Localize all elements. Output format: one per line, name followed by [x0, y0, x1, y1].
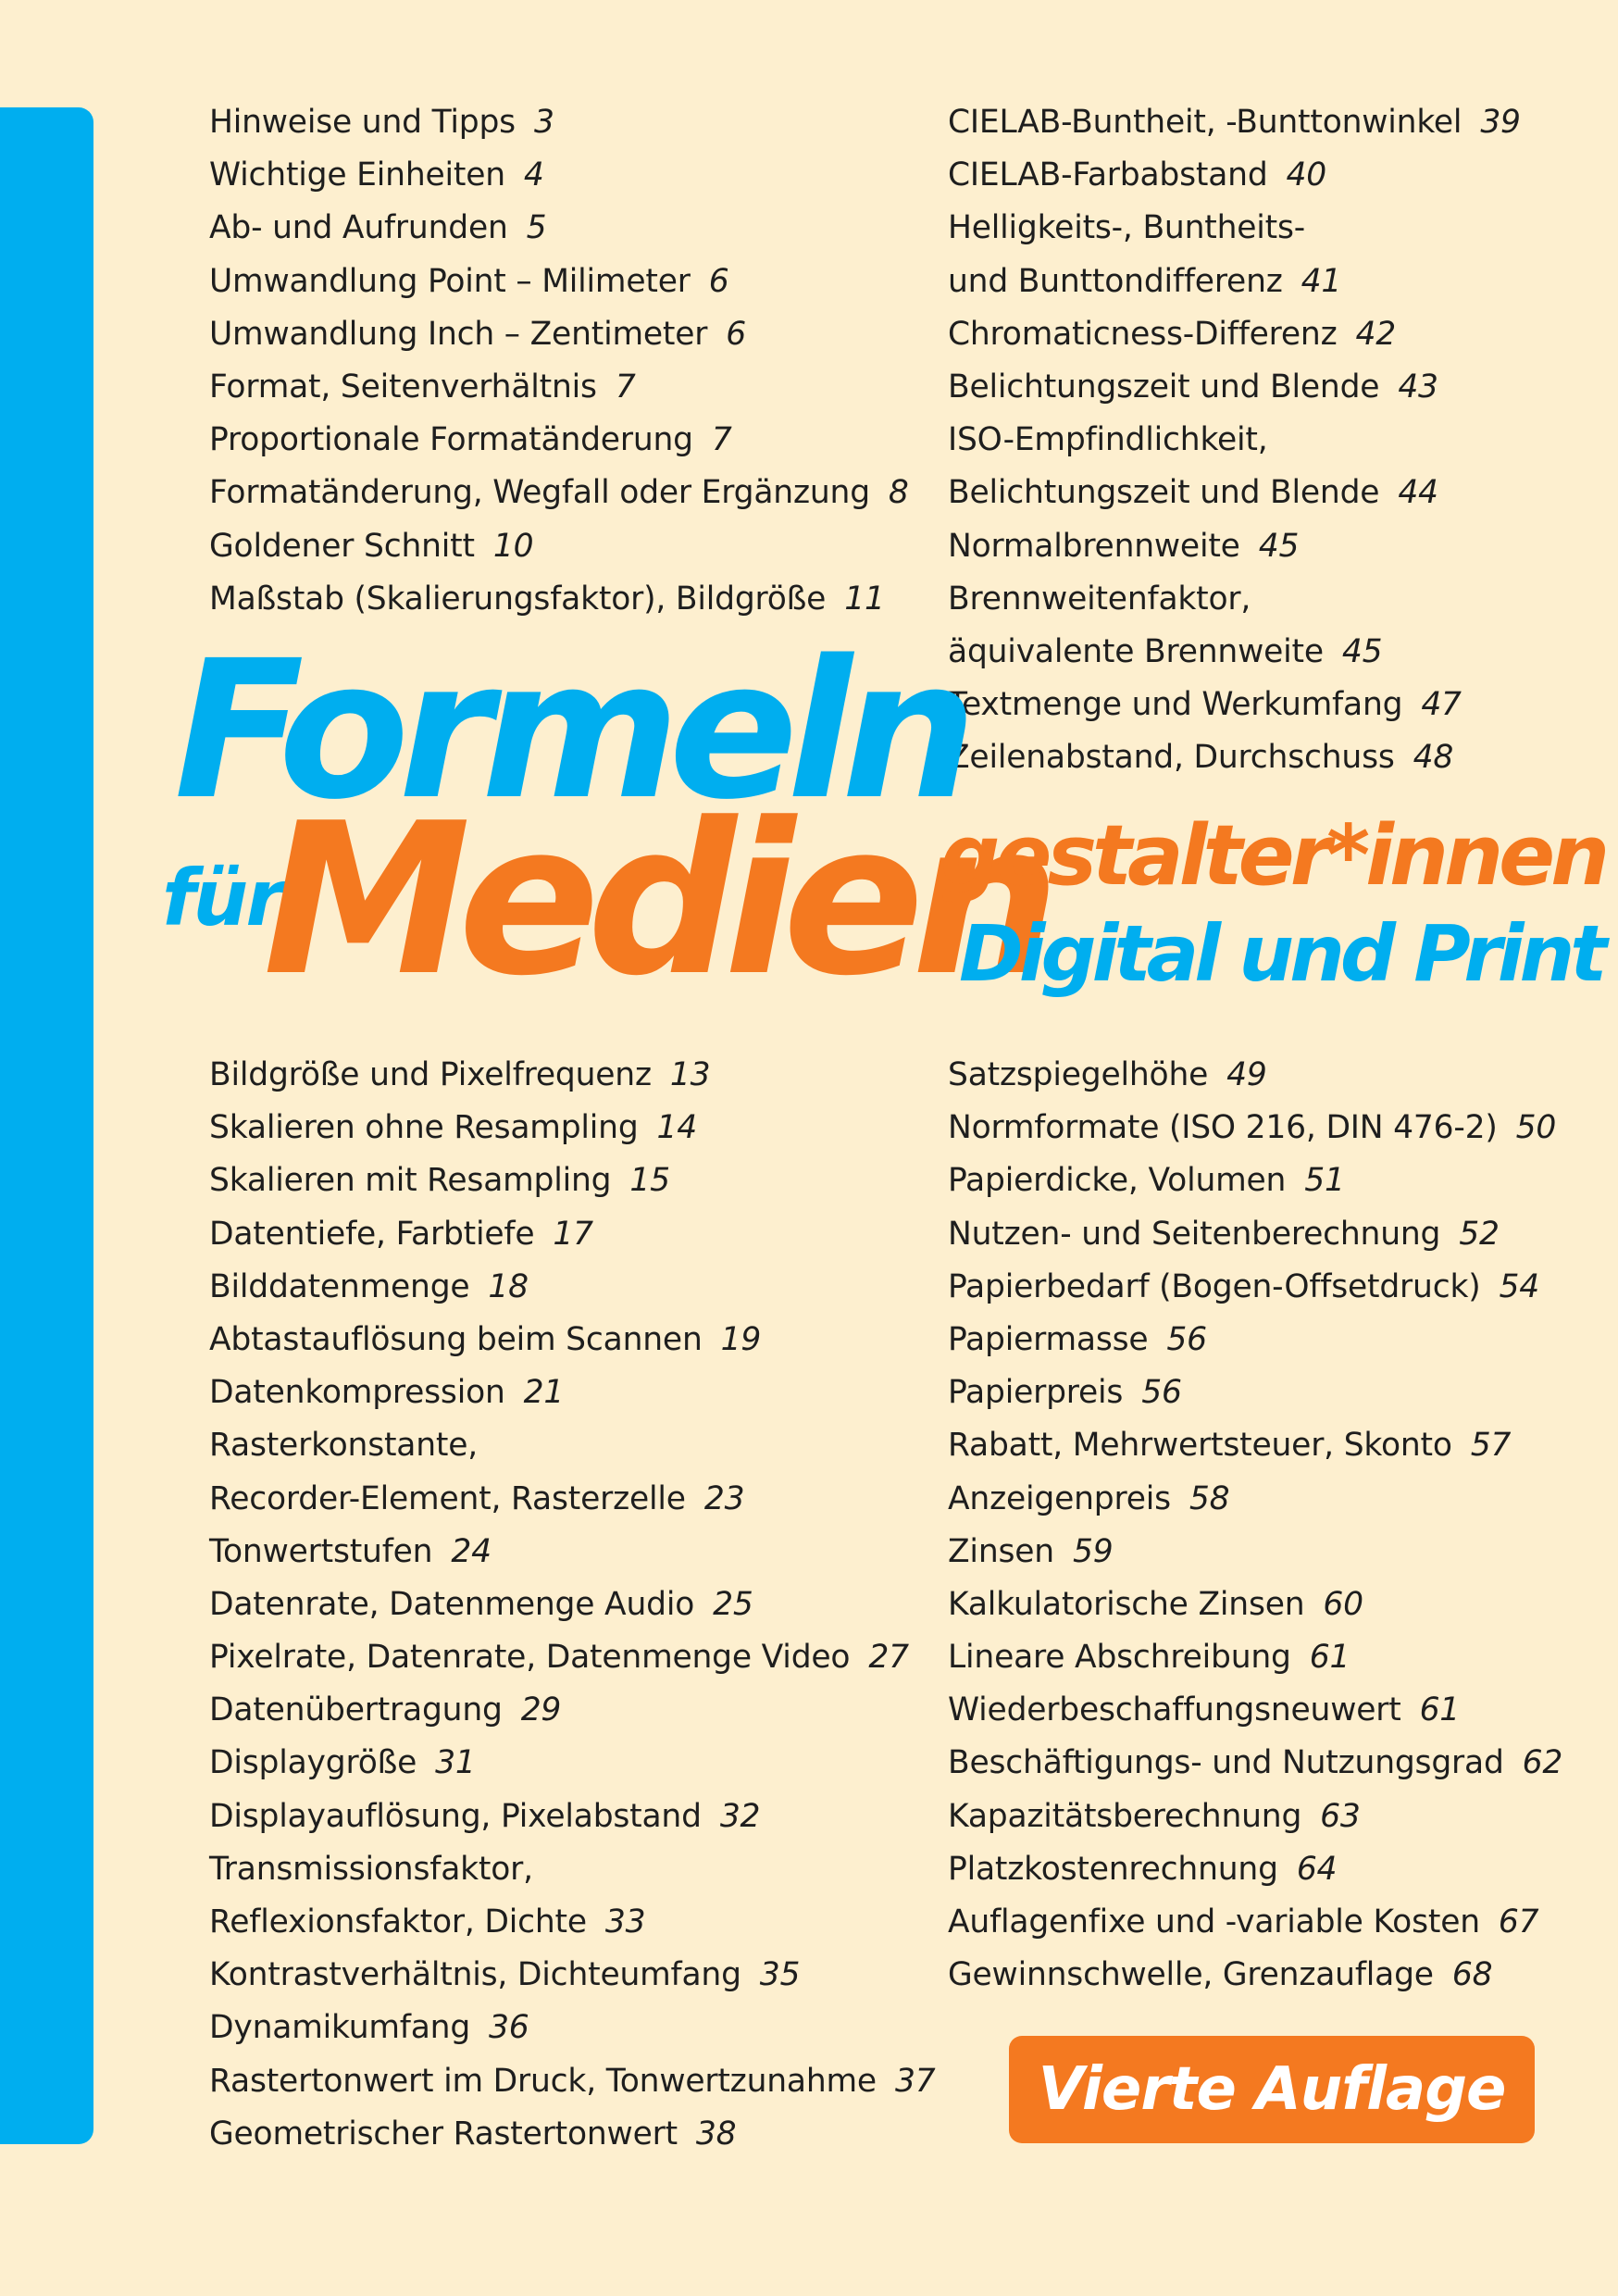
toc-entry-page: 43	[1398, 368, 1438, 406]
toc-entry	[209, 1896, 935, 1949]
toc-entry-page: 67	[1498, 1903, 1539, 1940]
toc-entry-title: Rasterkonstante,	[209, 1427, 479, 1465]
toc-entry-page: 56	[1141, 1374, 1182, 1412]
toc-entry-page: 58	[1189, 1479, 1230, 1517]
toc-entry-title: Abtastauflösung beim Scannen	[209, 1320, 703, 1358]
toc-entry	[209, 308, 909, 361]
toc-entry	[209, 1049, 935, 1102]
toc-entry-title: Format, Seitenverhältnis	[209, 368, 597, 406]
toc-entry	[948, 1208, 1562, 1261]
toc-entry-page: 8	[888, 474, 909, 512]
toc-entry-title: Auflagenfixe und -variable Kosten	[948, 1903, 1480, 1940]
toc-entry	[209, 361, 909, 414]
toc-entry-page: 51	[1304, 1162, 1345, 1200]
toc-entry-title: Kapazitätsberechnung	[948, 1797, 1302, 1835]
edition-label: Vierte Auflage	[1038, 2055, 1506, 2124]
toc-column-top-left	[209, 96, 909, 626]
toc-entry-page: 47	[1421, 686, 1462, 724]
toc-entry-title: Papierbedarf (Bogen-Offsetdruck)	[948, 1267, 1481, 1305]
toc-entry-title: Chromaticness-Differenz	[948, 315, 1338, 353]
toc-entry-page: 48	[1413, 739, 1454, 777]
toc-entry-title: Anzeigenpreis	[948, 1479, 1171, 1517]
toc-entry-page: 35	[759, 1956, 801, 1994]
toc-entry-title: Kalkulatorische Zinsen	[948, 1585, 1305, 1623]
toc-entry-title: Wichtige Einheiten	[209, 156, 505, 194]
toc-entry-title: CIELAB-Buntheit, -Bunttonwinkel	[948, 104, 1462, 141]
toc-entry-title: Papiermasse	[948, 1320, 1149, 1358]
toc-entry-page: 4	[523, 156, 544, 194]
toc-entry-page: 7	[711, 421, 732, 459]
toc-entry	[948, 202, 1521, 255]
toc-entry-page: 61	[1419, 1691, 1461, 1729]
toc-entry	[948, 96, 1521, 149]
toc-entry-page: 23	[703, 1479, 745, 1517]
toc-entry-title: Proportionale Formatänderung	[209, 421, 693, 459]
toc-entry-title: Kontrastverhältnis, Dichteumfang	[209, 1956, 741, 1994]
toc-entry	[948, 679, 1521, 731]
toc-entry	[948, 1843, 1562, 1896]
toc-entry-page: 13	[669, 1056, 711, 1093]
toc-entry-title: äquivalente Brennweite	[948, 632, 1324, 670]
toc-entry-title: Maßstab (Skalierungsfaktor), Bildgröße	[209, 580, 827, 618]
toc-entry-title: Formatänderung, Wegfall oder Ergänzung	[209, 474, 870, 512]
toc-entry-title: Tonwertstufen	[209, 1532, 433, 1570]
toc-entry	[948, 1896, 1562, 1949]
toc-entry-page: 14	[656, 1109, 698, 1147]
toc-entry-title: Textmenge und Werkumfang	[948, 686, 1403, 724]
toc-entry-page: 3	[533, 104, 554, 141]
toc-entry	[948, 1684, 1562, 1737]
toc-entry-title: Belichtungszeit und Blende	[948, 474, 1380, 512]
toc-entry	[209, 1791, 935, 1843]
toc-entry-title: Dynamikumfang	[209, 2009, 471, 2047]
toc-entry	[948, 1578, 1562, 1631]
toc-entry	[948, 1791, 1562, 1843]
toc-entry-page: 11	[844, 580, 885, 618]
toc-entry-page: 19	[720, 1320, 762, 1358]
toc-entry-page: 68	[1451, 1956, 1493, 1994]
toc-entry-page: 45	[1258, 527, 1300, 565]
toc-entry	[948, 467, 1521, 519]
toc-entry	[209, 573, 909, 626]
toc-entry	[209, 1737, 935, 1790]
toc-entry	[209, 256, 909, 308]
toc-entry-title: Recorder-Element, Rasterzelle	[209, 1479, 686, 1517]
toc-entry-title: Zeilenabstand, Durchschuss	[948, 739, 1395, 777]
toc-entry-title: Skalieren ohne Resampling	[209, 1109, 639, 1147]
toc-entry	[948, 1949, 1562, 2002]
toc-entry-page: 49	[1226, 1056, 1267, 1093]
toc-entry-title: Displaygröße	[209, 1744, 417, 1782]
toc-entry	[209, 414, 909, 467]
toc-entry-page: 39	[1480, 104, 1521, 141]
toc-entry	[209, 149, 909, 202]
subtitle-digital-und-print: Digital und Print	[959, 908, 1603, 999]
toc-entry	[948, 308, 1521, 361]
toc-entry-title: Helligkeits-, Buntheits-	[948, 209, 1306, 247]
toc-entry-title: Zinsen	[948, 1532, 1054, 1570]
toc-entry-page: 6	[726, 315, 746, 353]
toc-entry	[948, 256, 1521, 308]
toc-entry-page: 5	[526, 209, 547, 247]
toc-entry	[948, 1314, 1562, 1366]
toc-entry	[209, 1526, 935, 1578]
toc-entry-title: Reflexionsfaktor, Dichte	[209, 1903, 587, 1940]
toc-entry	[948, 626, 1521, 679]
toc-entry	[948, 1631, 1562, 1684]
toc-column-top-right	[948, 96, 1521, 784]
toc-entry	[209, 1578, 935, 1631]
toc-entry-title: Datenübertragung	[209, 1691, 503, 1729]
toc-entry-title: Belichtungszeit und Blende	[948, 368, 1380, 406]
toc-entry	[209, 520, 909, 573]
toc-entry-title: Datenkompression	[209, 1374, 505, 1412]
toc-entry	[948, 1261, 1562, 1314]
toc-entry-page: 10	[492, 527, 534, 565]
toc-entry-page: 33	[604, 1903, 646, 1940]
title-fuer: für	[162, 853, 281, 943]
toc-entry-page: 37	[894, 2062, 936, 2100]
toc-entry-page: 64	[1296, 1850, 1338, 1888]
toc-column-bottom-right	[948, 1049, 1562, 2002]
toc-entry-page: 50	[1515, 1109, 1557, 1147]
toc-entry	[209, 1684, 935, 1737]
toc-entry	[209, 1102, 935, 1154]
toc-entry	[209, 1419, 935, 1472]
toc-entry-title: Wiederbeschaffungsneuwert	[948, 1691, 1401, 1729]
toc-entry-page: 60	[1323, 1585, 1363, 1623]
toc-entry-page: 62	[1522, 1744, 1563, 1782]
toc-entry	[948, 414, 1521, 467]
toc-entry-title: Normformate (ISO 216, DIN 476-2)	[948, 1109, 1498, 1147]
toc-entry	[209, 467, 909, 519]
toc-entry	[209, 2002, 935, 2054]
title-formeln: Formeln	[174, 619, 966, 842]
toc-entry	[948, 731, 1521, 784]
toc-entry-title: Ab- und Aufrunden	[209, 209, 508, 247]
toc-entry-title: Datenrate, Datenmenge Audio	[209, 1585, 695, 1623]
toc-entry	[948, 149, 1521, 202]
toc-entry	[209, 1843, 935, 1896]
toc-entry-page: 57	[1470, 1427, 1512, 1465]
toc-column-bottom-left	[209, 1049, 935, 2161]
toc-entry	[948, 1526, 1562, 1578]
toc-entry	[948, 1473, 1562, 1526]
toc-entry-title: Papierpreis	[948, 1374, 1124, 1412]
toc-entry-page: 52	[1459, 1215, 1500, 1253]
toc-entry-page: 45	[1341, 632, 1383, 670]
toc-entry-title: CIELAB-Farbabstand	[948, 156, 1268, 194]
toc-entry-title: Umwandlung Inch – Zentimeter	[209, 315, 708, 353]
toc-entry-page: 31	[435, 1744, 476, 1782]
toc-entry	[209, 1366, 935, 1419]
toc-entry-title: Satzspiegelhöhe	[948, 1056, 1209, 1093]
toc-entry	[948, 1154, 1562, 1207]
toc-entry-page: 21	[523, 1374, 565, 1412]
toc-entry-page: 56	[1166, 1320, 1207, 1358]
toc-entry	[209, 1473, 935, 1526]
toc-entry-page: 29	[520, 1691, 562, 1729]
toc-entry	[209, 1154, 935, 1207]
toc-entry	[948, 361, 1521, 414]
toc-entry-page: 25	[713, 1585, 753, 1623]
toc-entry-title: Rastertonwert im Druck, Tonwertzunahme	[209, 2062, 877, 2100]
toc-entry-title: Goldener Schnitt	[209, 527, 475, 565]
toc-entry	[209, 96, 909, 149]
toc-entry-page: 59	[1072, 1532, 1114, 1570]
toc-entry-title: Rabatt, Mehrwertsteuer, Skonto	[948, 1427, 1452, 1465]
toc-entry-page: 24	[451, 1532, 492, 1570]
toc-entry-page: 44	[1398, 474, 1438, 512]
toc-entry-page: 27	[868, 1639, 909, 1677]
toc-entry	[209, 1261, 935, 1314]
edition-badge	[1009, 2036, 1535, 2143]
toc-entry-title: Brennweitenfaktor,	[948, 580, 1251, 618]
toc-entry-page: 36	[489, 2009, 529, 2047]
toc-entry	[209, 1949, 935, 2002]
toc-entry-page: 7	[615, 368, 636, 406]
toc-entry-page: 54	[1499, 1267, 1540, 1305]
toc-entry	[209, 2108, 935, 2161]
toc-entry-page: 40	[1286, 156, 1327, 194]
toc-entry-title: Transmissionsfaktor,	[209, 1850, 533, 1888]
toc-entry	[948, 573, 1521, 626]
toc-entry-title: Datentiefe, Farbtiefe	[209, 1215, 535, 1253]
toc-entry-page: 61	[1309, 1639, 1350, 1677]
toc-entry-title: Beschäftigungs- und Nutzungsgrad	[948, 1744, 1504, 1782]
toc-entry-title: Gewinnschwelle, Grenzauflage	[948, 1956, 1434, 1994]
toc-entry-title: Pixelrate, Datenrate, Datenmenge Video	[209, 1639, 851, 1677]
toc-entry	[209, 1631, 935, 1684]
title-medien: Medien	[263, 779, 1048, 1022]
toc-entry-title: ISO-Empfindlichkeit,	[948, 421, 1268, 459]
toc-entry-title: Lineare Abschreibung	[948, 1639, 1291, 1677]
toc-entry-page: 41	[1301, 262, 1342, 300]
toc-entry-title: Umwandlung Point – Milimeter	[209, 262, 691, 300]
toc-entry-page: 38	[695, 2115, 737, 2152]
side-accent-bar	[0, 107, 93, 2144]
toc-entry-page: 63	[1320, 1797, 1361, 1835]
toc-entry	[948, 1419, 1562, 1472]
toc-entry-title: Geometrischer Rastertonwert	[209, 2115, 678, 2152]
toc-entry-page: 15	[629, 1162, 670, 1200]
toc-entry	[948, 1737, 1562, 1790]
toc-entry-page: 6	[708, 262, 729, 300]
toc-entry	[209, 1314, 935, 1366]
toc-entry-page: 18	[488, 1267, 529, 1305]
toc-entry	[948, 1102, 1562, 1154]
toc-entry-title: Hinweise und Tipps	[209, 104, 516, 141]
toc-entry	[948, 1049, 1562, 1102]
toc-entry-title: Normalbrennweite	[948, 527, 1240, 565]
title-gestalter-innen: gestalter*innen	[940, 807, 1606, 905]
toc-entry-title: Platzkostenrechnung	[948, 1850, 1278, 1888]
toc-entry-title: Displayauflösung, Pixelabstand	[209, 1797, 702, 1835]
toc-entry	[209, 202, 909, 255]
toc-entry-title: Papierdicke, Volumen	[948, 1162, 1287, 1200]
toc-entry-title: Bilddatenmenge	[209, 1267, 470, 1305]
toc-entry-page: 32	[719, 1797, 761, 1835]
toc-entry-page: 17	[553, 1215, 593, 1253]
toc-entry-title: und Bunttondifferenz	[948, 262, 1283, 300]
toc-entry	[948, 520, 1521, 573]
toc-entry-page: 42	[1355, 315, 1397, 353]
toc-entry-title: Bildgröße und Pixelfrequenz	[209, 1056, 652, 1093]
toc-entry	[209, 2055, 935, 2108]
toc-entry-title: Skalieren mit Resampling	[209, 1162, 612, 1200]
toc-entry	[209, 1208, 935, 1261]
toc-entry-title: Nutzen- und Seitenberechnung	[948, 1215, 1441, 1253]
toc-entry	[948, 1366, 1562, 1419]
